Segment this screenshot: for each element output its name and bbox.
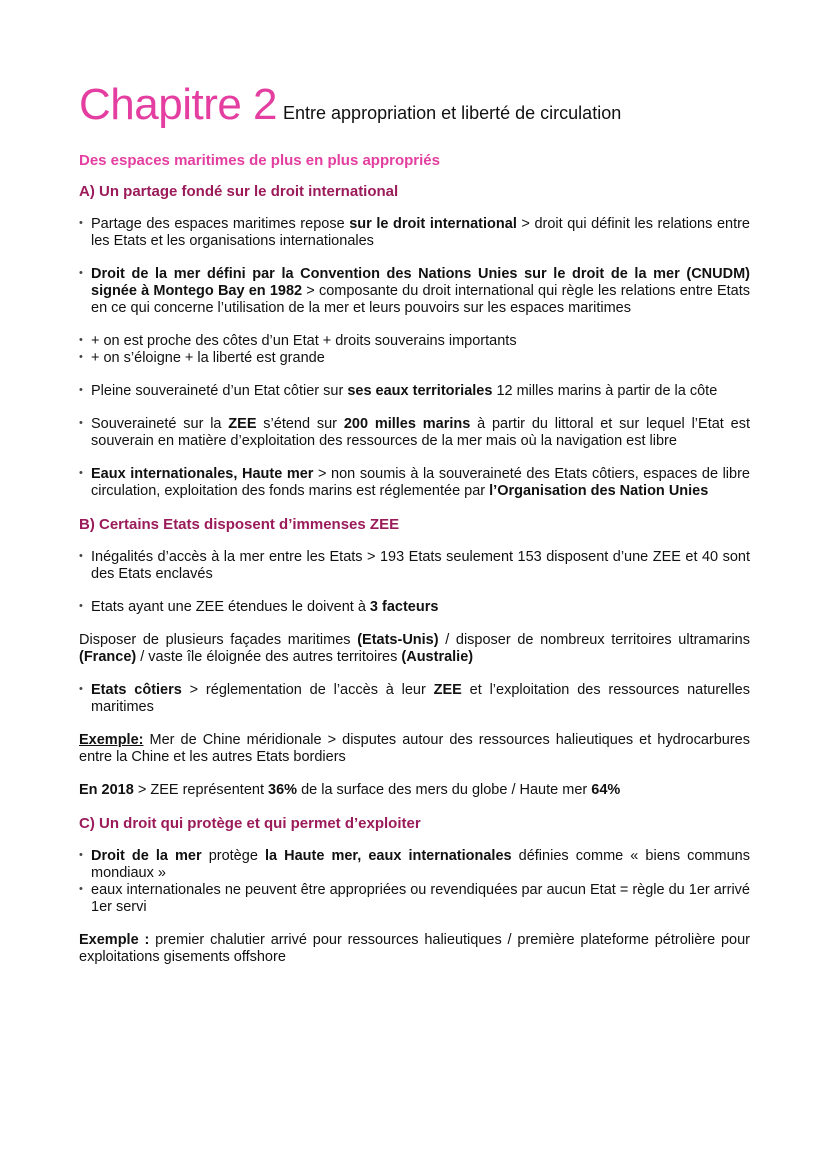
chapter-subtitle: Entre appropriation et liberté de circulation [283, 103, 622, 123]
list-item: • Partage des espaces maritimes repose sur le droit international > droit qui définit les relations entre les Etats et les organisations internationales [79, 216, 750, 250]
paragraph-factors: Disposer de plusieurs façades maritimes (Etats-Unis) / disposer de nombreux territoires ultramarins (France) / vaste île éloignée des autres territoires (Australie) [79, 632, 750, 665]
list-item: • Eaux internationales, Haute mer > non soumis à la souveraineté des Etats côtiers, espaces de libre circulation, exploitation des fonds marins est réglementée par l’Organisation des Nation Unies [79, 466, 750, 500]
list-item: • Droit de la mer protège la Haute mer, eaux internationales définies comme « biens communs mondiaux » [79, 848, 750, 882]
list-item: • Inégalités d’accès à la mer entre les Etats > 193 Etats seulement 153 disposent d’une ZEE et 40 sont des Etats enclavés [79, 549, 750, 583]
part-a-title: A) Un partage fondé sur le droit international [79, 183, 399, 200]
list-item: • Etats ayant une ZEE étendues le doivent à 3 facteurs [79, 599, 750, 616]
part-a-bullet-list-5 [79, 416, 750, 450]
part-a-bullet-list-2 [79, 266, 750, 317]
paragraph-example: Exemple: Mer de Chine méridionale > disputes autour des ressources halieutiques et hydrocarbures entre la Chine et les autres Etats bordiers [79, 732, 750, 765]
paragraph-example-c: Exemple : premier chalutier arrivé pour ressources halieutiques / première plateforme pétrolière pour exploitations gisements offshore [79, 932, 751, 965]
part-b-title: B) Certains Etats disposent d’immenses ZEE [79, 516, 400, 533]
chapter-title: Chapitre 2 [79, 80, 278, 129]
part-a-bullet-list-4 [79, 383, 750, 400]
part-c-title: C) Un droit qui protège et qui permet d’exploiter [79, 815, 421, 832]
part-a-bullet-list-6 [79, 466, 750, 500]
chapter-header [79, 80, 750, 130]
list-item: • Souveraineté sur la ZEE s’étend sur 200 milles marins à partir du littoral et sur lequel l’Etat est souverain en matière d’exploitation des ressources de la mer mais où la navigation est libre [79, 416, 750, 450]
part-a-bullet-list-1 [79, 216, 750, 250]
list-item: • Droit de la mer défini par la Convention des Nations Unies sur le droit de la mer (CNUDM) signée à Montego Bay en 1982 > composante du droit international qui règle les relations entre Etats en ce qui concerne l’utilisation de la mer et leurs pouvoirs sur les espaces maritimes [79, 266, 750, 317]
list-item: • + on est proche des côtes d’un Etat + droits souverains importants [79, 333, 750, 350]
part-a-bullet-list-3 [79, 333, 750, 367]
list-item: • + on s’éloigne + la liberté est grande [79, 350, 750, 367]
section-title: Des espaces maritimes de plus en plus appropriés [79, 152, 440, 169]
list-item: • Pleine souveraineté d’un Etat côtier sur ses eaux territoriales 12 milles marins à partir de la côte [79, 383, 750, 400]
part-c-bullet-list-1 [79, 848, 750, 916]
list-item: • Etats côtiers > réglementation de l’accès à leur ZEE et l’exploitation des ressources naturelles maritimes [79, 682, 750, 716]
part-b-bullet-list-1 [79, 549, 750, 583]
part-b-bullet-list-3 [79, 682, 750, 716]
paragraph-statistics: En 2018 > ZEE représentent 36% de la surface des mers du globe / Haute mer 64% [79, 782, 621, 798]
part-b-bullet-list-2 [79, 599, 750, 616]
list-item: • eaux internationales ne peuvent être appropriées ou revendiquées par aucun Etat = règle du 1er arrivé 1er servi [79, 882, 750, 916]
